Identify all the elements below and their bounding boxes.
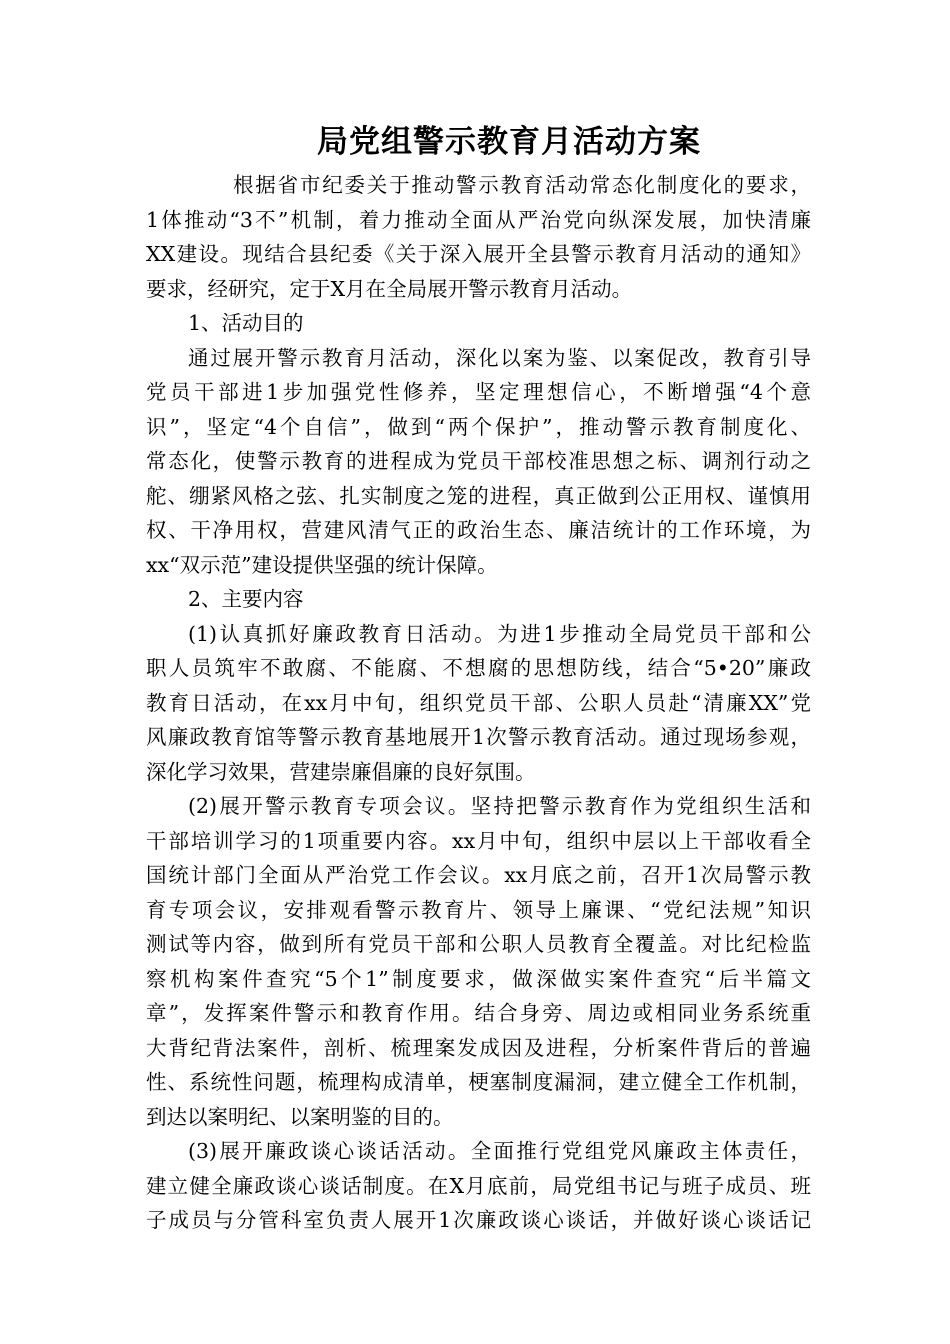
text-line: 测试等内容，做到所有党员干部和公职人员教育全覆盖。对比纪检监 (146, 932, 811, 956)
text-line: 性、系统性问题，梳理构成清单，梗塞制度漏洞，建立健全工作机制， (146, 1070, 811, 1094)
text-line: 教育日活动，在xx月中旬，组织党员干部、公职人员赴“清廉XX”党 (146, 690, 811, 715)
text-line: 根据省市纪委关于推动警示教育活动常态化制度化的要求， (233, 173, 811, 197)
text-line: 国统计部门全面从严治党工作会议。xx月底之前，召开1次局警示教 (146, 863, 811, 887)
text-line: XX建设。现结合县纪委《关于深入展开全县警示教育月活动的通知》 (146, 242, 811, 266)
text-line: xx“双示范”建设提供坚强的统计保障。 (146, 552, 498, 577)
text-line: 1体推动“3不”机制，着力推动全面从严治党向纵深发展，加快清廉 (146, 207, 811, 232)
text-line: 风廉政教育馆等警示教育基地展开1次警示教育活动。通过现场参观， (146, 725, 811, 749)
text-line: 2、主要内容 (188, 587, 304, 611)
text-line: 育专项会议，安排观看警示教育片、领导上廉课、“党纪法规”知识 (146, 897, 811, 922)
document-body (146, 168, 811, 1238)
text-line: 大背纪背法案件，剖析、梳理案发成因及进程，分析案件背后的普遍 (146, 1035, 811, 1060)
text-line: (2)展开警示教育专项会议。坚持把警示教育作为党组织生活和 (188, 794, 811, 818)
document-title: 局党组警示教育月活动方案 (317, 124, 701, 160)
text-line: 子成员与分管科室负责人展开1次廉政谈心谈话，并做好谈心谈话记 (146, 1208, 811, 1232)
text-line: 党员干部进1步加强党性修养，坚定理想信心，不断增强“4个意 (146, 380, 811, 404)
text-line: 干部培训学习的1项重要内容。xx月中旬，组织中层以上干部收看全 (146, 828, 811, 853)
text-line: 要求，经研究，定于X月在全局展开警示教育月活动。 (146, 276, 633, 301)
text-line: 舵、绷紧风格之弦、扎实制度之笼的进程，真正做到公正用权、谨慎用 (146, 483, 811, 508)
text-line: 通过展开警示教育月活动，深化以案为鉴、以案促改，教育引导 (188, 345, 811, 370)
text-line: 建立健全廉政谈心谈话制度。在X月底前，局党组书记与班子成员、班 (146, 1173, 811, 1198)
text-line: 察机构案件查究“5个1”制度要求，做深做实案件查究“后半篇文 (146, 966, 811, 991)
text-line: 章”，发挥案件警示和教育作用。结合身旁、周边或相同业务系统重 (146, 1001, 811, 1025)
text-line: 权、干净用权，营建风清气正的政治生态、廉洁统计的工作环境，为 (146, 518, 811, 542)
text-line: 职人员筑牢不敢腐、不能腐、不想腐的思想防线，结合“5•20”廉政 (146, 656, 811, 680)
text-line: 1、活动目的 (188, 311, 304, 335)
text-line: 到达以案明纪、以案明鉴的目的。 (146, 1104, 454, 1129)
text-line: 常态化，使警示教育的进程成为党员干部校准思想之标、调剂行动之 (146, 449, 811, 473)
text-line: (3)展开廉政谈心谈话活动。全面推行党组党风廉政主体责任， (188, 1139, 811, 1163)
text-line: 深化学习效果，营建崇廉倡廉的良好氛围。 (146, 759, 536, 784)
text-line: 识”，坚定“4个自信”，做到“两个保护”，推动警示教育制度化、 (146, 414, 811, 439)
text-line: (1)认真抓好廉政教育日活动。为进1步推动全局党员干部和公 (188, 621, 811, 646)
